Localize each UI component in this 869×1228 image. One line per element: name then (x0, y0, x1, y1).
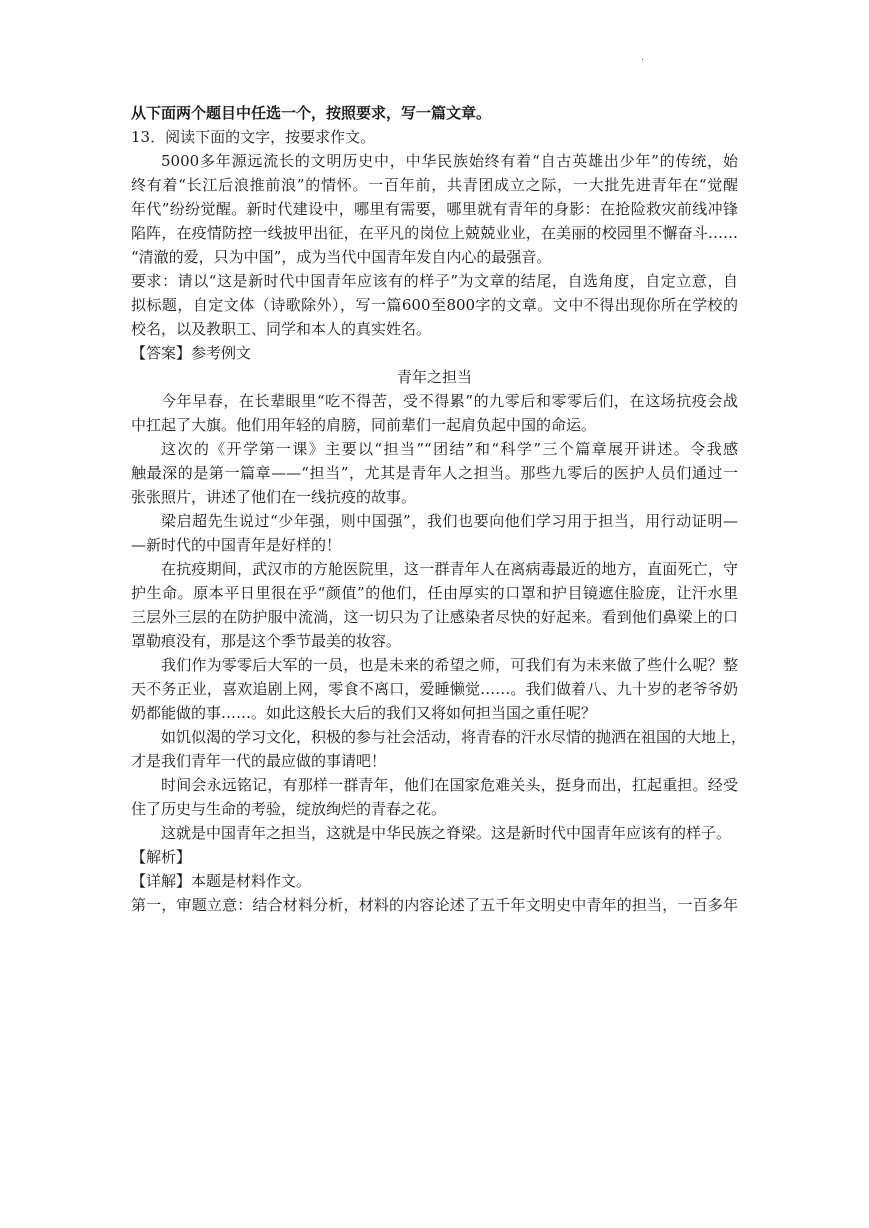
first-point-line: 第一，审题立意：结合材料分析，材料的内容论述了五千年文明史中青年的担当，一百多年 (131, 896, 738, 914)
text-line: 触最深的是第一篇章——“担当”，尤其是青年人之担当。那些九零后的医护人员们通过一 (131, 464, 738, 482)
essay-paragraph-4 (131, 557, 738, 653)
text-line: 拟标题，自定文体（诗歌除外），写一篇600至800字的文章。文中不得出现你所在学校的 (131, 296, 738, 314)
essay-paragraph-8 (131, 821, 738, 845)
text-line: 终有着“长江后浪推前浪”的情怀。一百年前，共青团成立之际，一大批先进青年在“觉醒 (131, 176, 738, 194)
text-line: 在抗疫期间，武汉市的方舱医院里，这一群青年人在离病毒最近的地方，直面死亡，守 (161, 560, 738, 578)
detail-label: 【详解】本题是材料作文。 (131, 872, 312, 890)
text-line: 天不务正业，喜欢追剧上网，零食不离口，爱睡懒觉……。我们做着八、九十岁的老爷爷奶 (131, 680, 738, 698)
text-line: 罩勒痕没有，那是这个季节最美的妆容。 (131, 632, 402, 650)
text-line: 中扛起了大旗。他们用年轻的肩膀，同前辈们一起肩负起中国的命运。 (131, 416, 597, 434)
text-line: 才是我们青年一代的最应做的事请吧！ (131, 752, 387, 770)
text-line: 奶都能做的事……。如此这般长大后的我们又将如何担当国之重任呢？ (131, 704, 597, 722)
essay-paragraph-2 (131, 437, 738, 509)
requirement-paragraph (131, 269, 738, 341)
text-line: 我们作为零零后大军的一员，也是未来的希望之师，可我们有为未来做了些什么呢？整 (161, 656, 738, 674)
essay-paragraph-7 (131, 773, 738, 821)
text-line: 张张照片，讲述了他们在一线抗疫的故事。 (131, 488, 417, 506)
answer-label: 【答案】参考例文 (131, 344, 252, 362)
text-line: 今年早春，在长辈眼里“吃不得苦，受不得累”的九零后和零零后们，在这场抗疫会战 (161, 392, 738, 410)
essay-title: 青年之担当 (396, 368, 472, 386)
essay-paragraph-3 (131, 509, 738, 557)
text-line: 校名，以及教职工、同学和本人的真实姓名。 (131, 320, 432, 338)
text-line: 陷阵，在疫情防控一线披甲出征，在平凡的岗位上兢兢业业，在美丽的校园里不懈奋斗…… (131, 224, 738, 242)
instruction: 从下面两个题目中任选一个，按照要求，写一篇文章。 (131, 104, 492, 122)
essay-paragraph-1 (131, 389, 738, 437)
text-line: —新时代的中国青年是好样的！ (131, 536, 342, 554)
text-line: 梁启超先生说过“少年强，则中国强”，我们也要向他们学习用于担当，用行动证明— (161, 512, 738, 530)
analysis-label: 【解析】 (131, 848, 192, 866)
text-line: 三层外三层的在防护服中流淌，这一切只为了让感染者尽快的好起来。看到他们鼻梁上的口 (131, 608, 738, 626)
material-paragraph (131, 149, 738, 269)
text-line: 护生命。原本平日里很在乎“颜值”的他们，任由厚实的口罩和护目镜遮住脸庞，让汗水里 (131, 584, 738, 602)
text-line: 这就是中国青年之担当，这就是中华民族之脊梁。这是新时代中国青年应该有的样子。 (161, 824, 732, 842)
text-line: “清澈的爱，只为中国”，成为当代中国青年发自内心的最强音。 (131, 248, 552, 266)
text-line: 5000多年源远流长的文明历史中，中华民族始终有着“自古英雄出少年”的传统，始 (161, 152, 738, 170)
text-line: 如饥似渴的学习文化，积极的参与社会活动，将青春的汗水尽情的抛洒在祖国的大地上， (161, 728, 747, 746)
question-number: 13．阅读下面的文字，按要求作文。 (131, 128, 376, 146)
document-page (131, 101, 747, 917)
text-line: 这次的《开学第一课》主要以“担当”“团结”和“科学”三个篇章展开讲述。令我感 (161, 440, 738, 458)
text-line: 住了历史与生命的考验，绽放绚烂的青春之花。 (131, 800, 447, 818)
essay-paragraph-6 (131, 725, 747, 773)
text-line: 时间会永远铭记，有那样一群青年，他们在国家危难关头，挺身而出，扛起重担。经受 (161, 776, 738, 794)
text-line: 年代”纷纷觉醒。新时代建设中，哪里有需要，哪里就有青年的身影：在抢险救灾前线冲锋 (131, 200, 738, 218)
text-line: 要求：请以“这是新时代中国青年应该有的样子”为文章的结尾，自选角度，自定立意，自 (131, 272, 738, 290)
page-mark: . (641, 52, 645, 63)
essay-paragraph-5 (131, 653, 738, 725)
